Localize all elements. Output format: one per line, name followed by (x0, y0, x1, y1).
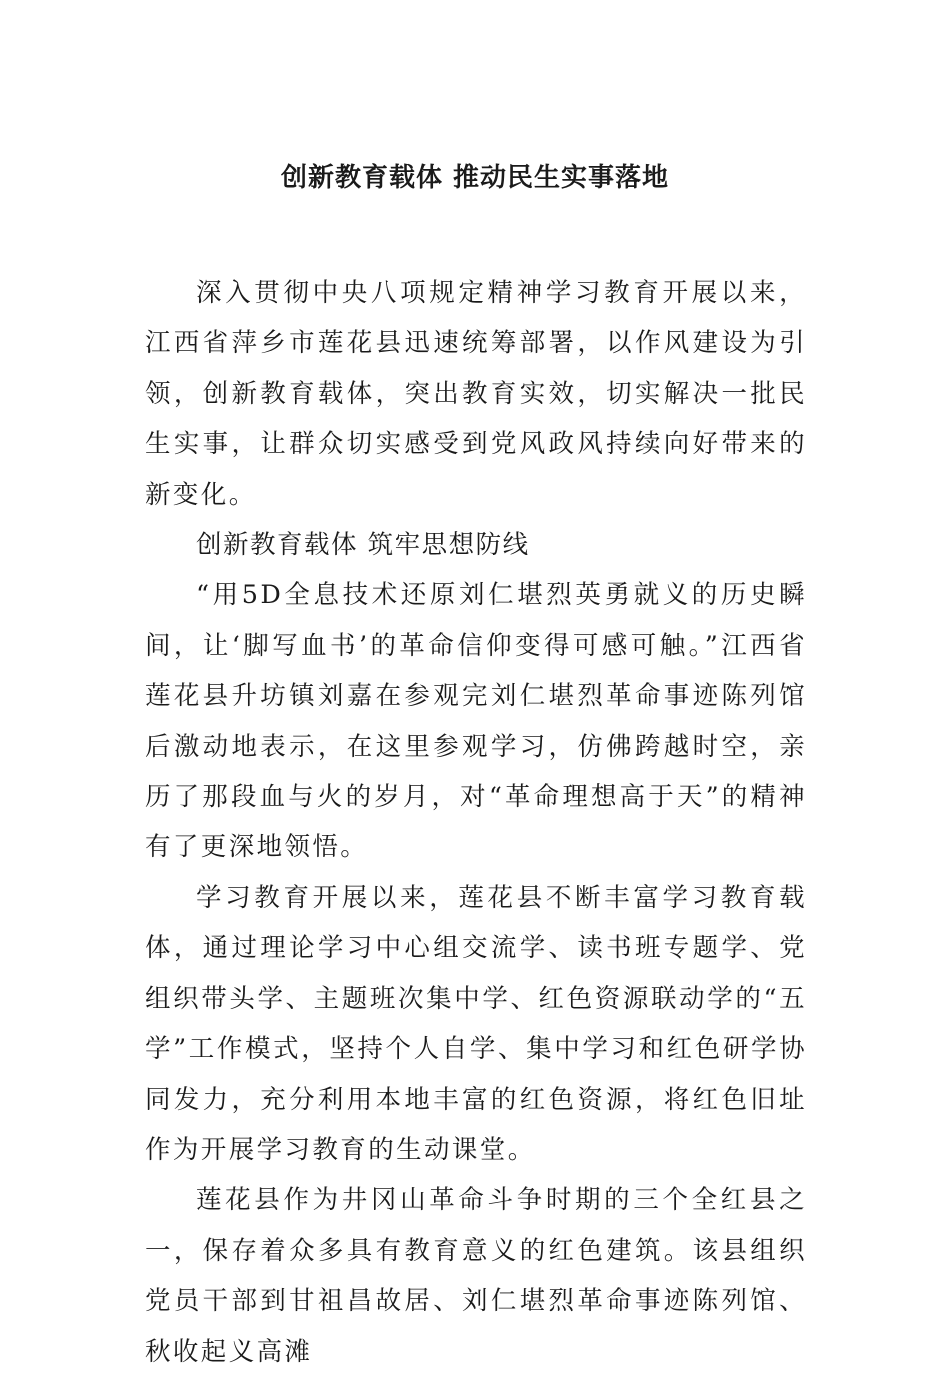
intro-paragraph: 深入贯彻中央八项规定精神学习教育开展以来，江西省萍乡市莲花县迅速统筹部署，以作风建设为引领，创新教育载体，突出教育实效，切实解决一批民生实事，让群众切实感受到党风政风持续向好带来的新变化。 (145, 278, 807, 510)
study-approach-paragraph: 学习教育开展以来，莲花县不断丰富学习教育载体，通过理论学习中心组交流学、读书班专题学、党组织带头学、主题班次集中学、红色资源联动学的“五学”工作模式，坚持个人自学、集中学习和红色研学协同发力，充分利用本地丰富的红色资源，将红色旧址作为开展学习教育的生动课堂。 (145, 882, 807, 1165)
document-body (145, 268, 807, 1377)
quote-paragraph: “用5D全息技术还原刘仁堪烈英勇就义的历史瞬间，让‘脚写血书’的革命信仰变得可感可触。”江西省莲花县升坊镇刘嘉在参观完刘仁堪烈革命事迹陈列馆后激动地表示，在这里参观学习，仿佛跨越时空，亲历了那段血与火的岁月，对“革命理想高于天”的精神有了更深地领悟。 (145, 580, 807, 863)
section-subheading: 创新教育载体 筑牢思想防线 (196, 530, 530, 561)
red-resources-paragraph: 莲花县作为井冈山革命斗争时期的三个全红县之一，保存着众多具有教育意义的红色建筑。该县组织党员干部到甘祖昌故居、刘仁堪烈革命事迹陈列馆、秋收起义高滩 (145, 1185, 807, 1367)
document-title: 创新教育载体 推动民生实事落地 (280, 163, 670, 193)
